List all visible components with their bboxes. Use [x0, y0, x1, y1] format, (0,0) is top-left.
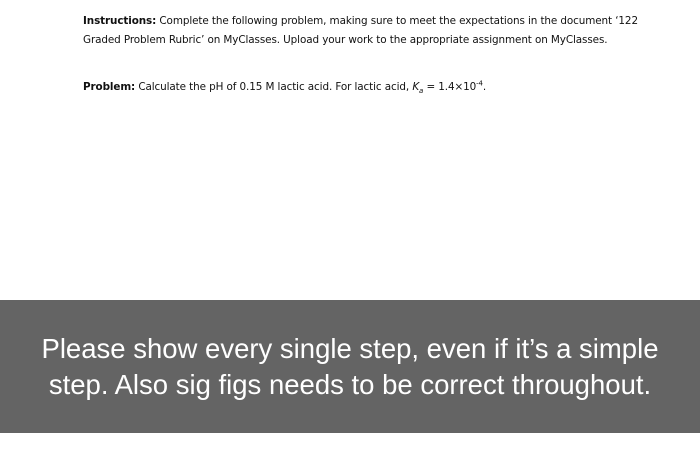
- document-page: [83, 12, 643, 97]
- instructions-paragraph: [83, 12, 643, 50]
- problem-text: Calculate the pH of 0.15 M lactic acid. For lactic acid,: [138, 81, 410, 93]
- ka-symbol: K: [412, 81, 420, 93]
- ka-exponent: -4: [476, 79, 483, 88]
- instructions-label: Instructions:: [83, 15, 157, 27]
- problem-end: .: [482, 81, 487, 93]
- bottom-margin: [0, 433, 700, 474]
- problem-label: Problem:: [83, 81, 136, 93]
- instructions-text: Complete the following problem, making sure to meet the expectations in the document ‘122 Graded Problem Rubric’ on MyClasses. Upload your work to the appropriate assignment on MyClasses.: [83, 15, 638, 46]
- caption-banner: [0, 300, 700, 433]
- caption-text: Please show every single step, even if it’s a simple step. Also sig figs needs to be correct throughout.: [41, 332, 659, 400]
- ka-subscript: a: [419, 87, 424, 96]
- problem-paragraph: [83, 78, 643, 97]
- ka-value: = 1.4×10: [426, 81, 477, 93]
